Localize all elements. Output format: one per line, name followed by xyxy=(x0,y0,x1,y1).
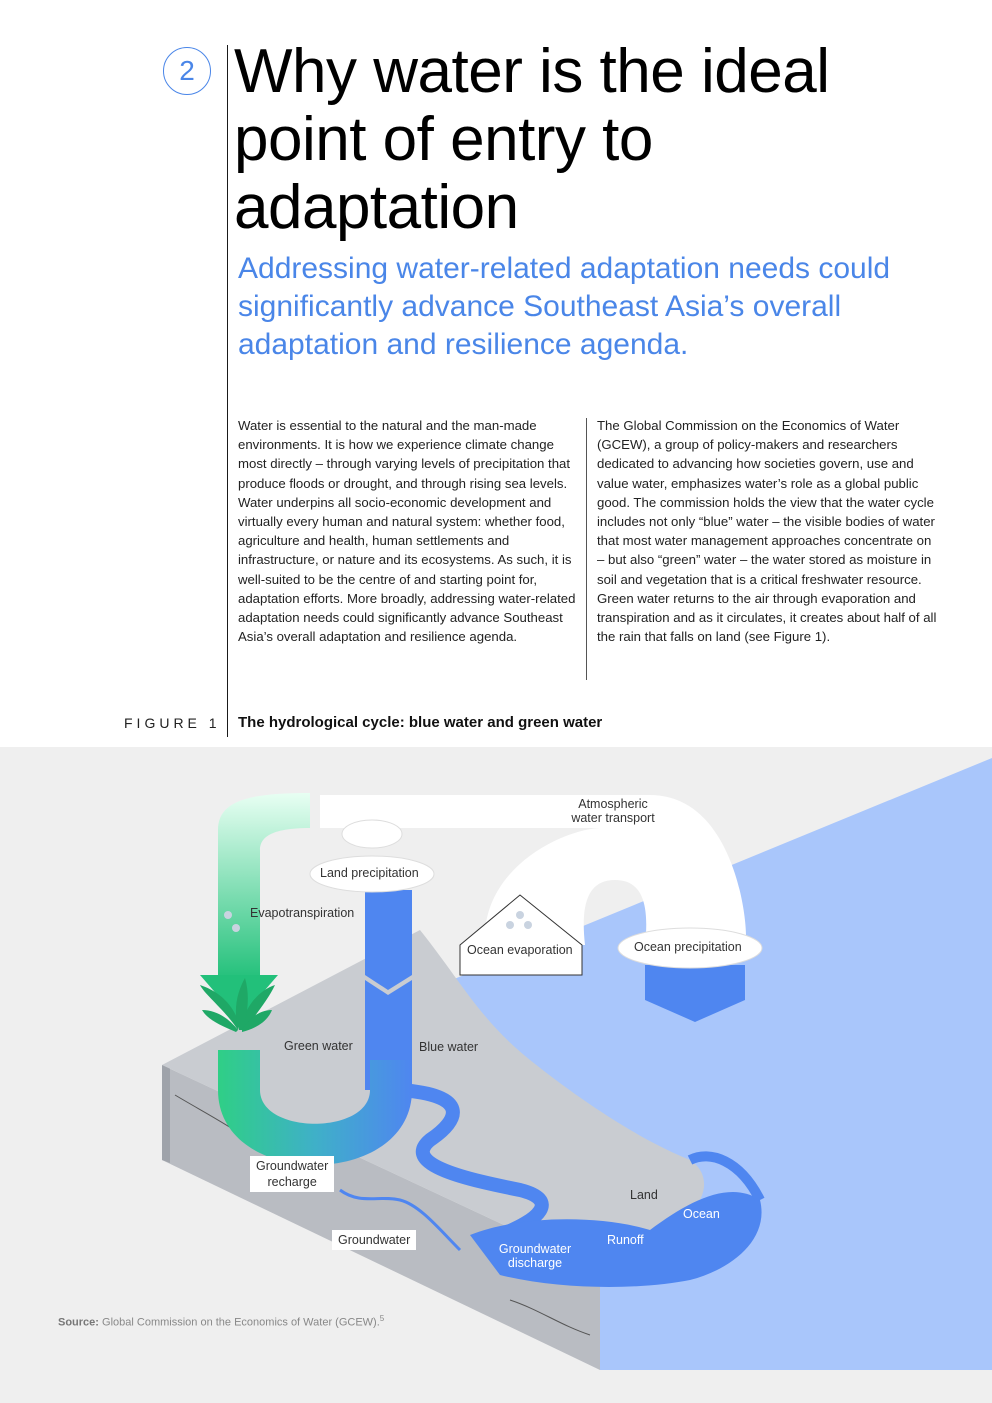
figure-divider xyxy=(227,711,228,737)
slab-edge xyxy=(162,1065,170,1163)
label-ocean-evaporation: Ocean evaporation xyxy=(467,943,573,957)
page-subtitle: Addressing water-related adaptation needs could significantly advance Southeast Asia’s overall adaptation and resilience agenda. xyxy=(238,252,891,361)
label-green-water: Green water xyxy=(284,1039,353,1053)
label-atmospheric-transport: Atmospheric water transport xyxy=(571,797,655,825)
page-title: Why water is the ideal point of entry to adaptation xyxy=(234,37,830,242)
label-runoff: Runoff xyxy=(607,1233,644,1247)
figure-source: Source: Global Commission on the Economics of Water (GCEW).$^5$ xyxy=(58,1314,385,1329)
evapotranspiration-arrow xyxy=(218,793,310,980)
label-groundwater-recharge: Groundwater recharge xyxy=(250,1156,334,1192)
label-blue-water: Blue water xyxy=(419,1040,479,1054)
label-groundwater: Groundwater xyxy=(332,1230,416,1250)
label-ocean-precipitation: Ocean precipitation xyxy=(634,940,742,954)
hydrological-cycle-diagram xyxy=(0,747,992,1403)
label-groundwater-discharge: Groundwater discharge xyxy=(498,1242,572,1270)
body-column-1: Water is essential to the natural and the man-made environments. It is how we experience climate change most directly – through varying levels of precipitation that produce floods or drought, and through rising sea levels. Water underpins all socio-economic development and virtually every human and natural system: whether food, agriculture and health, human settlements and infrastructure, or nature and its ecosystems. As such, it is well-suited to be the centre of and starting point for, adaptation efforts. More broadly, addressing water-related adaptation needs could significantly advance Southeast Asia’s overall adaptation and resilience agenda. xyxy=(238,418,576,645)
label-evapotranspiration: Evapotranspiration xyxy=(250,906,355,920)
label-land: Land xyxy=(630,1188,658,1202)
label-land-precipitation: Land precipitation xyxy=(320,866,419,880)
heading-divider xyxy=(227,45,228,735)
figure-label: FIGURE 1 xyxy=(124,715,221,731)
cloud-small xyxy=(342,820,402,848)
label-ocean: Ocean xyxy=(683,1207,720,1221)
land-precipitation-column xyxy=(365,890,412,990)
body-column-2: The Global Commission on the Economics of Water (GCEW), a group of policy-makers and researchers dedicated to advancing how societies govern, use and value water, emphasizes water’s role as a global public good. The commission holds the view that the water cycle includes not only “blue” water – the visible bodies of water that most water management approaches concentrate on – but also “green” water – the water stored as moisture in soil and vegetation that is a critical freshwater resource. Green water returns to the air through evaporation and transpiration and as it circulates, it creates about half of all the rain that falls on land (see Figure 1). xyxy=(597,418,937,645)
column-divider xyxy=(586,418,587,680)
figure-title: The hydrological cycle: blue water and green water xyxy=(238,714,603,731)
section-number-badge: 2 xyxy=(163,47,211,95)
